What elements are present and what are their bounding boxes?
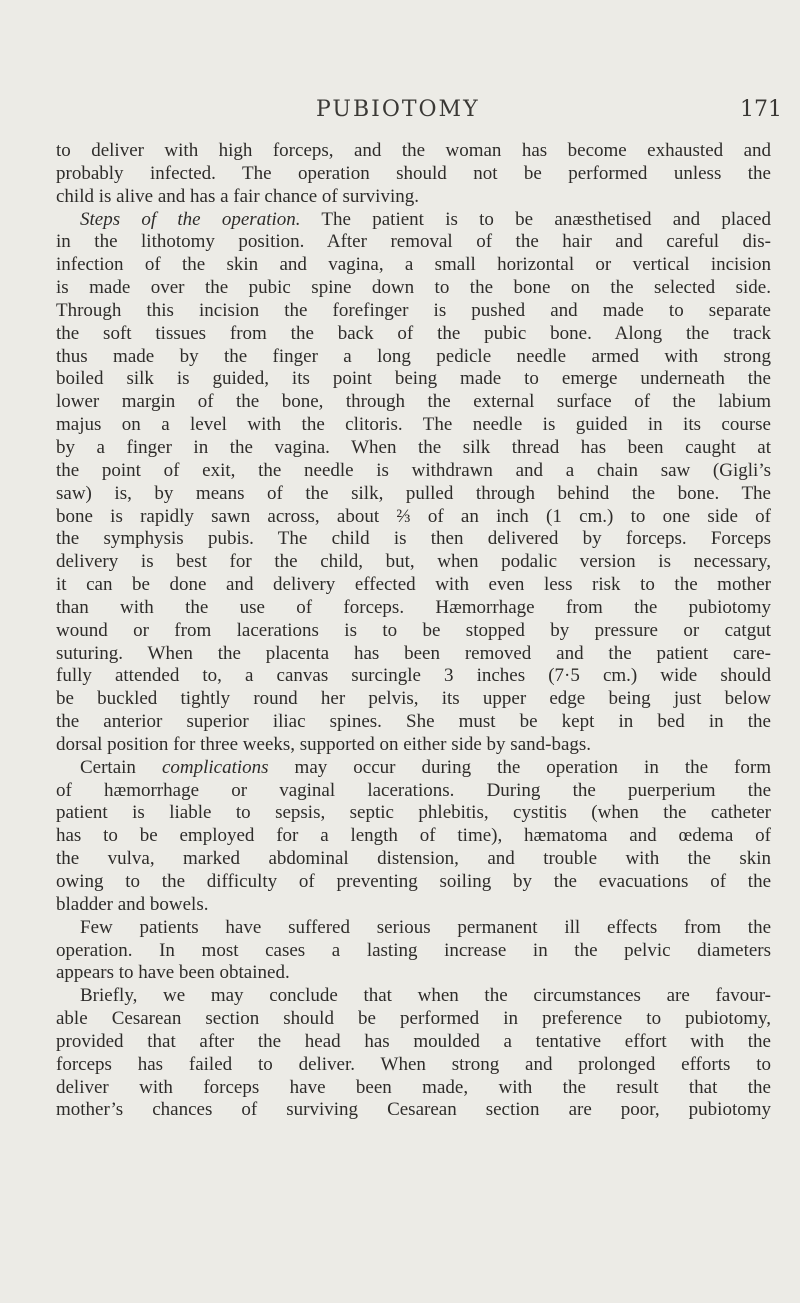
text-line: by a finger in the vagina. When the silk thread has been caught at (56, 436, 771, 458)
text-line: able Cesarean section should be performed in preference to pubiotomy, (56, 1008, 771, 1030)
text-line: lower margin of the bone, through the external surface of the labium (56, 391, 771, 413)
paragraph-1 (56, 140, 771, 209)
text-line: operation. In most cases a lasting increase in the pelvic diameters (56, 939, 771, 961)
text-line: deliver with forceps have been made, with the result that the (56, 1076, 771, 1098)
text-line: patient is liable to sepsis, septic phlebitis, cystitis (when the catheter (56, 802, 771, 824)
text-line: forceps has failed to deliver. When strong and prolonged efforts to (56, 1053, 771, 1075)
text-line: appears to have been obtained. (56, 962, 290, 984)
page-number: 171 (740, 97, 782, 122)
text-line: Few patients have suffered serious permanent ill effects from the (80, 916, 771, 938)
text-line: delivery is best for the child, but, when podalic version is necessary, (56, 551, 771, 573)
text-line: fully attended to, a canvas surcingle 3 inches (7·5 cm.) wide should (56, 665, 771, 687)
text-line: wound or from lacerations is to be stopped by pressure or catgut (56, 619, 771, 641)
text-line: be buckled tightly round her pelvis, its upper edge being just below (56, 688, 771, 710)
text-line: suturing. When the placenta has been removed and the patient care- (56, 642, 771, 664)
paragraph-5 (56, 985, 771, 1122)
text-line: bladder and bowels. (56, 893, 209, 915)
running-title: PUBIOTOMY (316, 97, 480, 122)
text-line: probably infected. The operation should not be performed unless the (56, 162, 771, 184)
paragraph-4 (56, 917, 771, 986)
text-line: child is alive and has a fair chance of surviving. (56, 185, 419, 207)
emphasis: complications (161, 756, 269, 778)
text-line: owing to the difficulty of preventing soiling by the evacuations of the (56, 871, 771, 892)
text-run: The patient is to be anæsthetised and placed (300, 208, 771, 230)
running-head (0, 97, 800, 127)
text-line: the vulva, marked abdominal distension, and trouble with the skin (56, 848, 771, 870)
text-line: majus on a level with the clitoris. The needle is guided in its course (56, 414, 771, 436)
text-run: Certain (80, 756, 162, 778)
text-line: has to be employed for a length of time), hæmatoma and œdema of (56, 825, 771, 847)
text-line: to deliver with high forceps, and the woman has become exhausted and (56, 140, 771, 161)
text-line: it can be done and delivery effected with even less risk to the mother (56, 574, 771, 596)
text-line: saw) is, by means of the silk, pulled through behind the bone. The (56, 482, 771, 504)
text-line: thus made by the finger a long pedicle needle armed with strong (56, 345, 771, 367)
text-line: than with the use of forceps. Hæmorrhage from the pubiotomy (56, 596, 771, 618)
text-line: provided that after the head has moulded a tentative effort with the (56, 1030, 771, 1052)
text-line: boiled silk is guided, its point being made to emerge underneath the (56, 368, 771, 390)
text-line (56, 757, 771, 780)
text-line: Through this incision the forefinger is pushed and made to separate (56, 299, 771, 321)
text-line: of hæmorrhage or vaginal lacerations. During the puerperium the (56, 779, 771, 801)
text-line: in the lithotomy position. After removal of the hair and careful dis- (56, 231, 771, 253)
text-line: infection of the skin and vagina, a small horizontal or vertical incision (56, 254, 771, 276)
text-line: dorsal position for three weeks, supported on either side by sand-bags. (56, 733, 592, 755)
text-line (56, 209, 771, 232)
section-lead: Steps of the operation. (80, 208, 301, 230)
body-text (56, 140, 771, 1122)
text-line: the point of exit, the needle is withdrawn and a chain saw (Gigli’s (56, 459, 771, 481)
text-line: Briefly, we may conclude that when the circumstances are favour- (80, 985, 771, 1007)
text-line: bone is rapidly sawn across, about ⅔ of an inch (1 cm.) to one side of (56, 505, 771, 527)
text-line: the symphysis pubis. The child is then delivered by forceps. Forceps (56, 528, 771, 550)
text-line: mother’s chances of surviving Cesarean section are poor, pubiotomy (56, 1099, 771, 1121)
paragraph-3 (56, 757, 771, 917)
text-line: the soft tissues from the back of the pubic bone. Along the track (56, 322, 771, 344)
text-line: is made over the pubic spine down to the bone on the selected side. (56, 277, 771, 299)
paragraph-2 (56, 209, 771, 757)
text-run: may occur during the operation in the form (268, 756, 771, 778)
text-line: the anterior superior iliac spines. She must be kept in bed in the (56, 711, 771, 733)
